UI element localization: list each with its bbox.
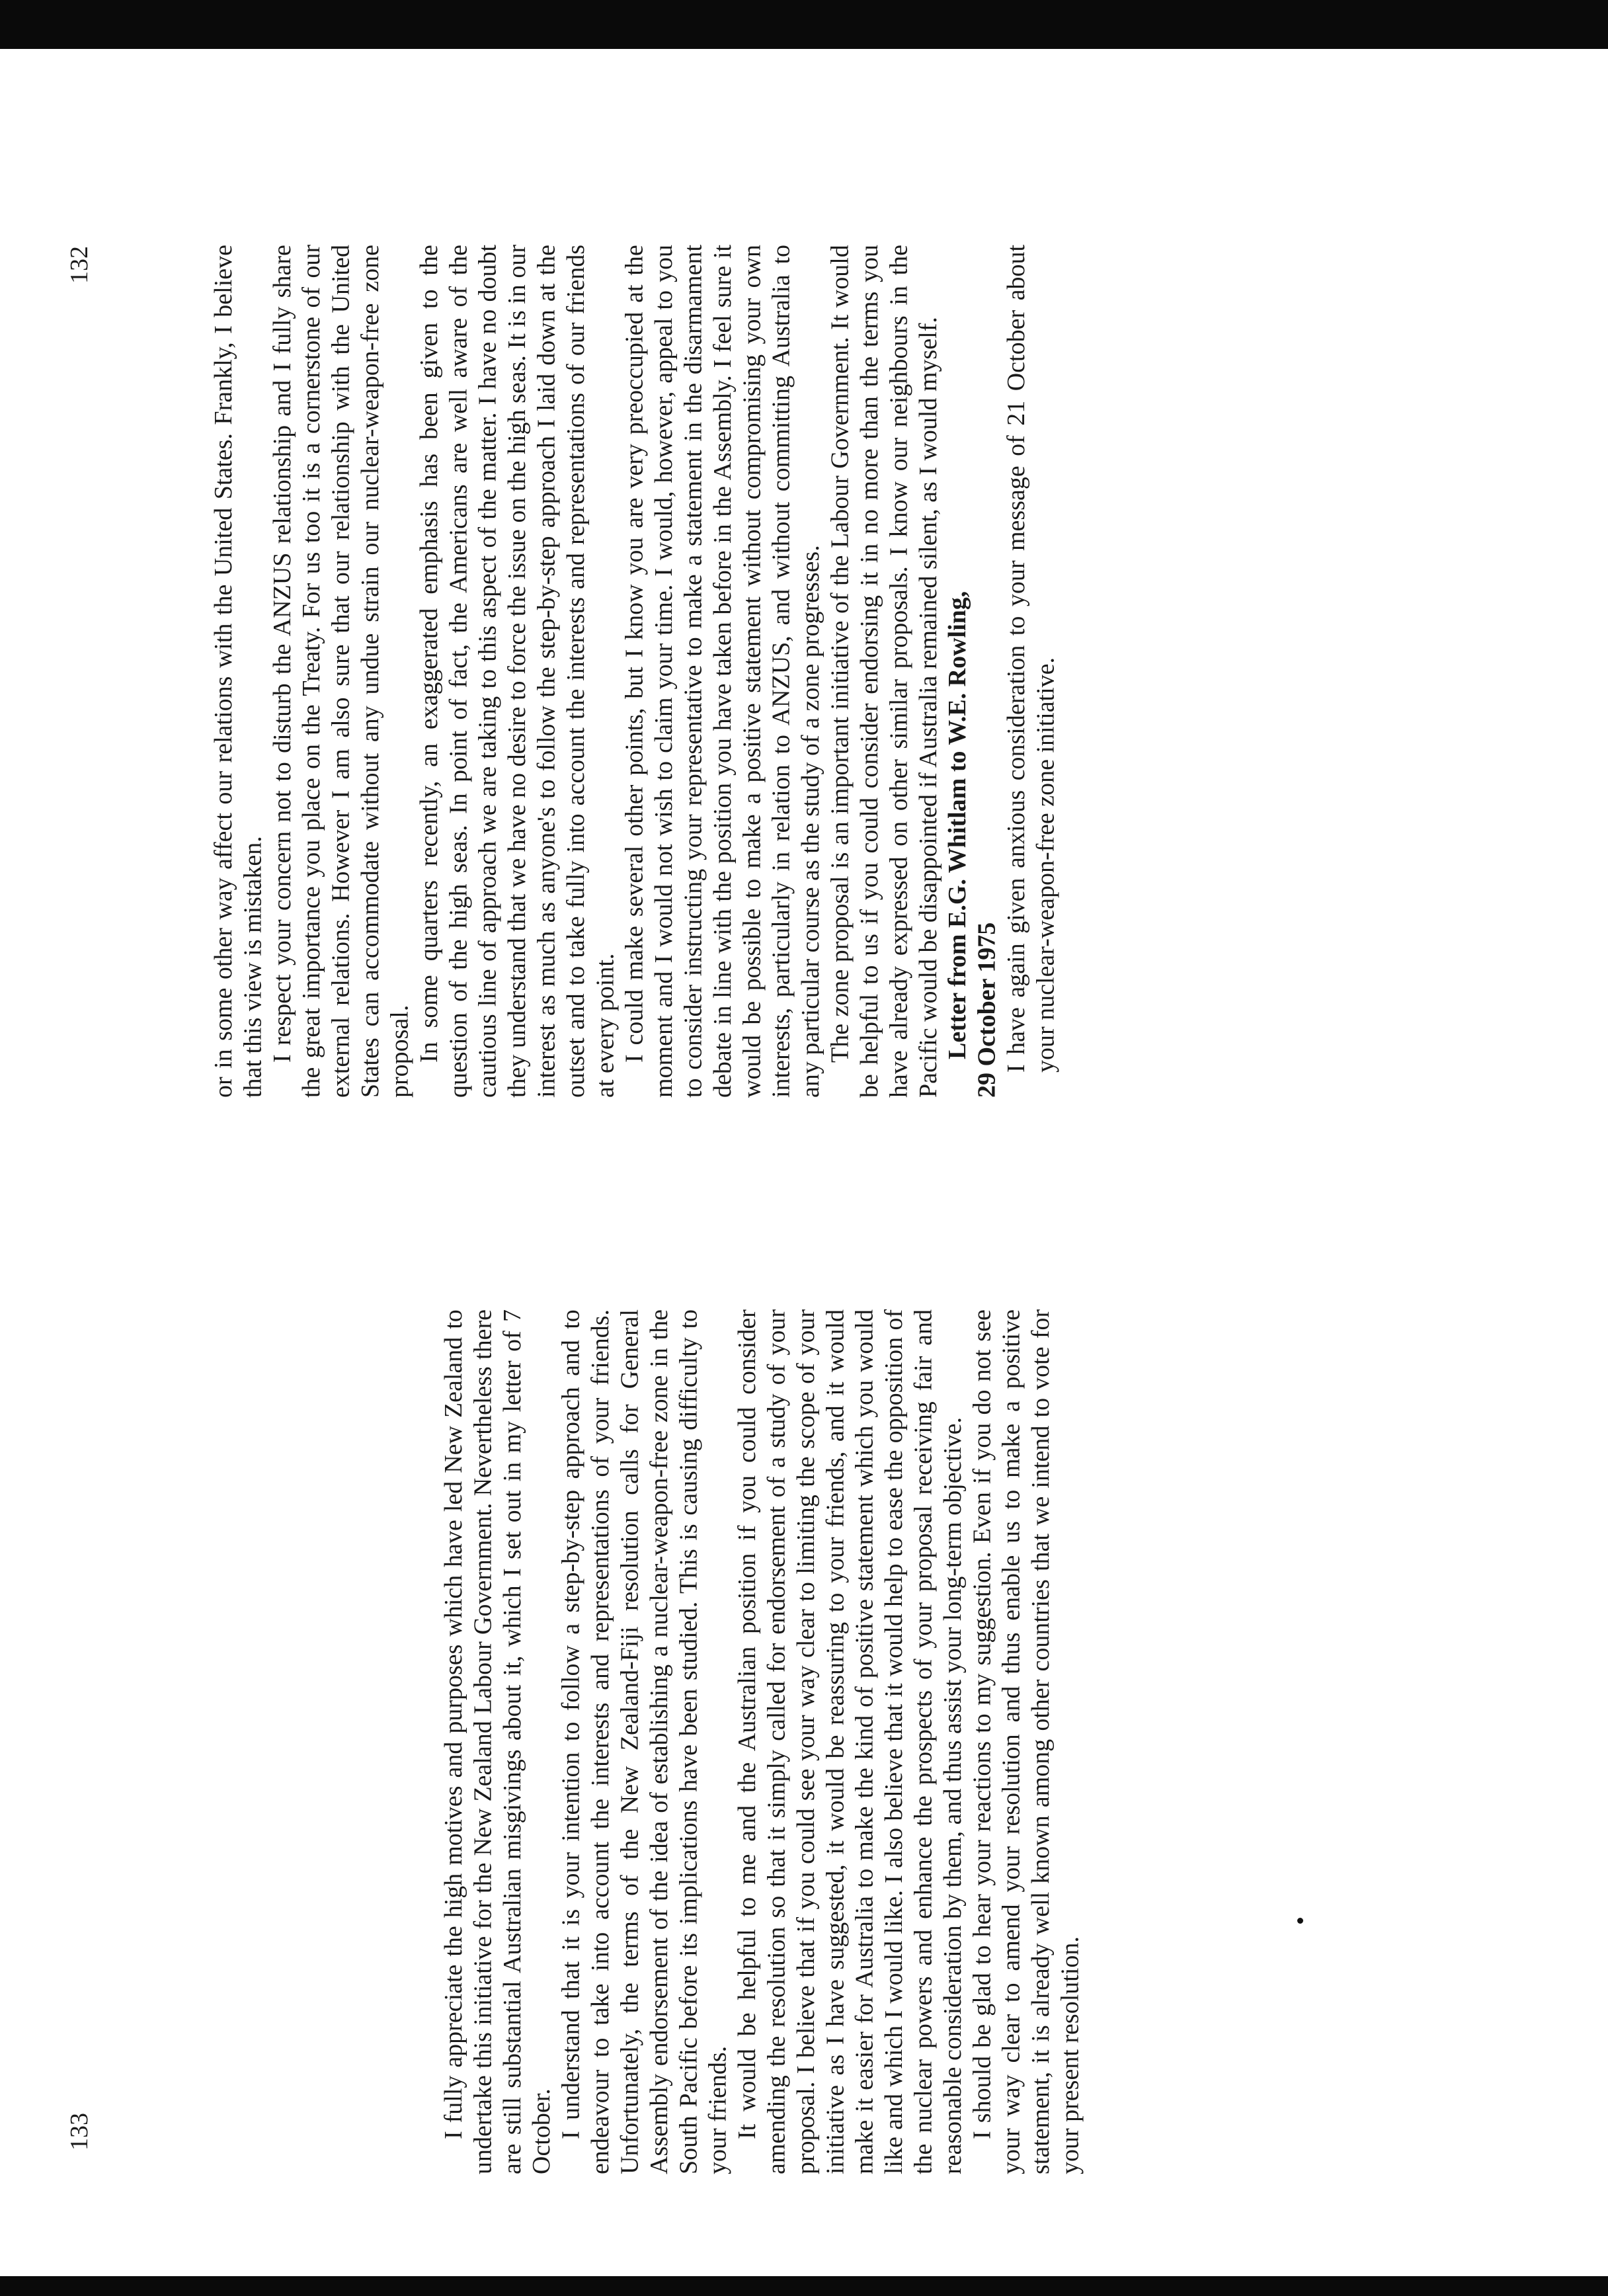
paragraph: The zone proposal is an important initiative of the Labour Government. It would be helpful to us if you could consider endorsing it in no more than the terms you have already expressed on other similar proposals. I know our neighbours in the Pacific would be disappointed if Australia remained silent, as I would myself. xyxy=(826,245,942,1098)
paragraph: I fully appreciate the high motives and purposes which have led New Zealand to undertake this initiative for the New Zealand Labour Government. Nevertheless there are still substantial Australian misgivings about it, which I set out in my letter of 7 October. xyxy=(440,1309,556,2174)
page-number-left: 132 xyxy=(65,246,93,284)
right-page-text-column xyxy=(439,1309,1470,2174)
letter-heading-date: 29 October 1975 xyxy=(973,922,1001,1098)
paragraph: I understand that it is your intention to follow a step-by-step approach and to endeavour to take into account the interests and representations of your friends. Unfortunately, the terms of the New Zealand-Fiji resolution calls for General Assembly endorsement of the idea of establishing a nuclear-weapon-free zone in the South Pacific before its implications have been studied. This is causing difficulty to your friends. xyxy=(557,1309,732,2174)
letter-heading-title: Letter from E.G. Whitlam to W.E. Rowling, xyxy=(944,591,972,1059)
page-number-right: 133 xyxy=(65,2113,93,2151)
stray-ink-dot xyxy=(1297,1918,1303,1924)
paragraph: I respect your concern not to disturb the ANZUS relationship and I fully share the great importance you place on the Treaty. For us too it is a cornerstone of our external relations. However I am also sure that our relationship with the United States can accommodate without any undue strain our nuclear-weapon-free zone proposal. xyxy=(268,245,414,1098)
scan-bottom-edge xyxy=(0,2276,1608,2296)
paragraph: I have again given anxious consideration to your message of 21 October about your nuclear-weapon-free zone initiative. xyxy=(1002,245,1060,1073)
paragraph: I should be glad to hear your reactions to my suggestion. Even if you do not see your way clear to amend your resolution and thus enable us to make a positive statement, it is already well known among other countries that we intend to vote for your present resolution. xyxy=(968,1309,1084,2174)
scan-top-edge xyxy=(0,0,1608,49)
paragraph: It would be helpful to me and the Australian position if you could consider amending the resolution so that it simply called for endorsement of a study of your proposal. I believe that if you could see your way clear to limiting the scope of your initiative as I have suggested, it would be reassuring to your friends, and it would make it easier for Australia to make the kind of positive statement which you would like and which I would like. I also believe that it would help to ease the opposition of the nuclear powers and enhance the prospects of your proposal receiving fair and reasonable consideration by them, and thus assist your long-term objective. xyxy=(733,1309,967,2174)
paragraph: I could make several other points, but I know you are very preoccupied at the moment and I would not wish to claim your time. I would, however, appeal to you to consider instructing your representative to make a statement in the disarmament debate in line with the position you have taken before in the Assembly. I feel sure it would be possible to make a positive statement without compromising your own interests, particularly in relation to ANZUS, and without committing Australia to any particular course as the study of a zone progresses. xyxy=(620,245,825,1098)
paragraph: In some quarters recently, an exaggerated emphasis has been given to the question of the high seas. In point of fact, the Americans are well aware of the cautious line of approach we are taking to this aspect of the matter. I have no doubt they understand that we have no desire to force the issue on the high seas. It is in our interest as much as anyone's to follow the step-by-step approach I laid down at the outset and to take fully into account the interests and representations of our friends at every point. xyxy=(415,245,620,1098)
left-page-text-column xyxy=(209,245,1445,1098)
paragraph: or in some other way affect our relations with the United States. Frankly, I believe that this view is mistaken. xyxy=(210,245,267,1098)
